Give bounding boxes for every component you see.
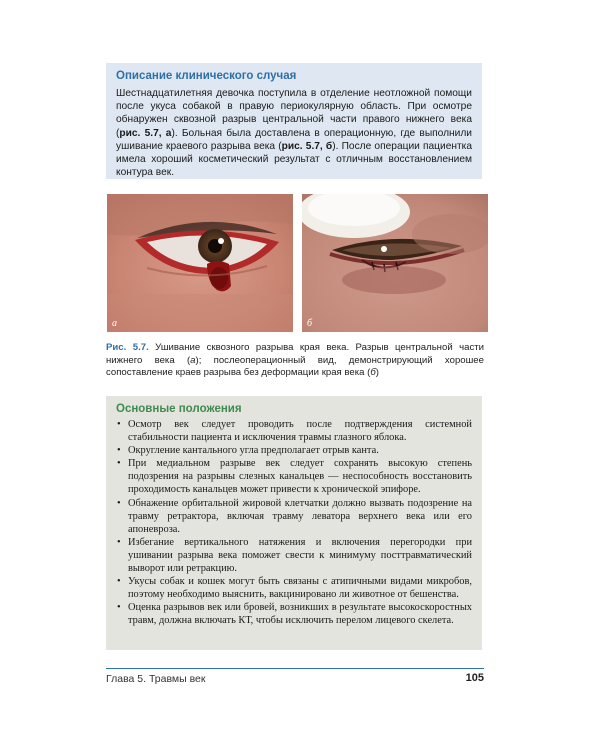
case-text-part-2: ). Больная была доставлена в операционную, где выполнили ушивание краевого разрыва века (: [116, 127, 472, 152]
eyelid-laceration-photo: [107, 194, 293, 332]
bullet-marker: •: [117, 445, 121, 457]
list-item: [116, 418, 472, 444]
case-text-part-1: Шестнадцатилетняя девочка поступила в отделение неотложной помощи после укуса собакой в правую периокулярную область. При осмотре обнаружен сквозной разрыв центральной части правого нижнего века (: [116, 88, 472, 139]
clinical-case-box: [106, 63, 482, 179]
caption-part-3: ): [375, 367, 379, 379]
key-point-text: Округление кантального угла предполагает отрыв канта.: [128, 445, 379, 457]
postoperative-eyelid-photo: [302, 194, 488, 332]
clinical-case-text: [116, 87, 472, 179]
caption-ref-a: а: [190, 354, 196, 366]
page-number: 105: [465, 672, 484, 684]
bullet-marker: •: [117, 536, 121, 548]
figure-photo-a: [107, 194, 293, 332]
key-point-text: Осмотр век следует проводить после подтверждения системной стабильности пациента и исключения травмы глазного яблока.: [128, 419, 472, 444]
key-point-text: Обнажение орбитальной жировой клетчатки должно вызвать подозрение на травму ретрактора, включая травму леватора верхнего века или его апоневроза.: [128, 497, 472, 535]
figure-caption: [106, 342, 484, 380]
photo-label-b: б: [307, 318, 313, 329]
figure-photo-b: [302, 194, 488, 332]
bullet-marker: •: [117, 576, 121, 588]
list-item: [116, 457, 472, 496]
caption-part-2: ); послеоперационный вид, демонстрирующий хорошее сопоставление краев разрыва без деформации края века (: [106, 354, 484, 379]
list-item: [116, 497, 472, 536]
figure-caption-label: Рис. 5.7.: [106, 342, 149, 353]
bullet-marker: •: [117, 497, 121, 509]
bullet-marker: •: [117, 419, 121, 430]
footer-divider: [106, 668, 484, 669]
key-point-text: Укусы собак и кошек могут быть связаны с атипичными видами микробов, поэтому необходимо выяснить, вакцинировано ли животное от бешенства.: [128, 576, 472, 601]
caption-part-1: Ушивание сквозного разрыва края века. Разрыв центральной части нижнего века (: [106, 342, 484, 366]
list-item: [116, 536, 472, 575]
bullet-marker: •: [117, 602, 121, 614]
key-point-text: Оценка разрывов век или бровей, возникших в результате высокоскоростных травм, должна включать КТ, чтобы исключить перелом лицевого скелета.: [128, 602, 472, 627]
footer-chapter-title: Глава 5. Травмы век: [106, 673, 206, 685]
list-item: [116, 575, 472, 601]
bullet-marker: •: [117, 458, 121, 470]
key-point-text: При медиальном разрыве век следует сохранять высокую степень подозрения на разрывы слезных канальцев — неспособность восстановить проходимость канальцев может привести к хронической эпифоре.: [128, 458, 472, 496]
key-point-text: Избегание вертикального натяжения и включения перегородки при ушивании разрыва века поможет свести к минимуму посттравматический выворот или ретракцию.: [128, 536, 472, 575]
key-points-box: [106, 396, 482, 650]
key-points-list: [116, 418, 472, 628]
case-text-part-3: ). После операции пациентка имела хороший косметический результат с отличным восстановлением контура век.: [116, 140, 472, 179]
list-item: [116, 601, 472, 627]
figure-ref-b: рис. 5.7, б: [281, 140, 333, 152]
photo-label-a: а: [112, 318, 117, 329]
list-item: [116, 444, 472, 457]
key-points-title: Основные положения: [116, 403, 242, 415]
caption-ref-b: б: [370, 367, 376, 379]
figure-ref-a: рис. 5.7, а: [119, 127, 172, 139]
clinical-case-title: Описание клинического случая: [116, 70, 297, 82]
